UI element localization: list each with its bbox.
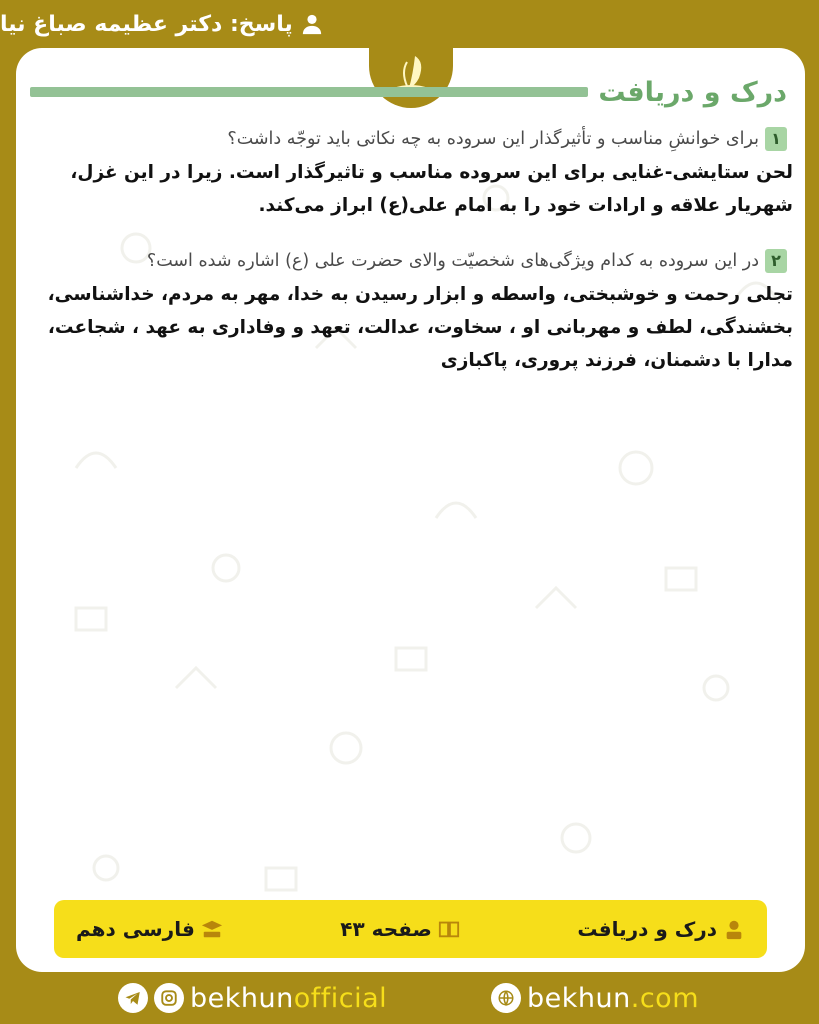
footer-book (76, 917, 223, 941)
top-bar (0, 0, 819, 48)
footer-page-label: صفحه ۴۳ (340, 917, 432, 941)
question-number: ۲ (765, 249, 787, 273)
footer-bar (54, 900, 767, 958)
section-rule (30, 87, 588, 97)
footer-book-label: فارسی دهم (76, 917, 195, 941)
student-icon (723, 918, 745, 940)
question-text: برای خوانشِ مناسب و تأثیرگذار این سروده به چه نکاتی باید توجّه داشت؟ (227, 129, 759, 149)
globe-icon[interactable] (491, 983, 521, 1013)
graduation-cap-icon (201, 918, 223, 940)
question-2 (28, 246, 793, 276)
question-text: در این سروده به کدام ویژگی‌های شخصیّت والای حضرت علی (ع) اشاره شده است؟ (146, 251, 759, 271)
footer-page (340, 917, 460, 941)
open-book-icon (438, 918, 460, 940)
question-number: ۱ (765, 127, 787, 151)
question-block-1 (28, 124, 793, 222)
answer-author-text: پاسخ: دکتر عظیمه صباغ نیا (0, 11, 293, 37)
answer-author (0, 12, 323, 37)
section-title: درک و دریافت (598, 76, 787, 108)
telegram-icon[interactable] (118, 983, 148, 1013)
website-url[interactable]: bekhun.com (527, 982, 699, 1014)
footer-section (577, 917, 745, 941)
social-handles[interactable] (118, 983, 387, 1014)
footer-section-label: درک و دریافت (577, 917, 717, 941)
content-card (16, 48, 805, 972)
social-handle[interactable]: bekhunofficial (190, 982, 388, 1014)
question-block-2 (28, 246, 793, 377)
section-header (30, 72, 787, 112)
answer-2: تجلی رحمت و خوشبختی، واسطه و ابزار رسیدن به خدا، مهر به مردم، خداشناسی، بخشندگی، لطف و مهربانی او ، سخاوت، عدالت، تعهد و وفاداری به عهد ، شجاعت، مدارا با دشمنان، فرزند پروری، پاکبازی (47, 284, 793, 371)
website[interactable] (491, 983, 699, 1014)
instagram-icon[interactable] (154, 983, 184, 1013)
user-icon (301, 13, 323, 35)
answer-1: لحن ستایشی-غنایی برای این سروده مناسب و تاثیرگذار است. زیرا در این غزل، شهریار علاقه و ارادات خود را به امام علی(ع) ابراز می‌کند. (70, 162, 793, 216)
qa-content (28, 124, 793, 377)
question-1 (28, 124, 793, 154)
bottom-bar (0, 972, 819, 1024)
